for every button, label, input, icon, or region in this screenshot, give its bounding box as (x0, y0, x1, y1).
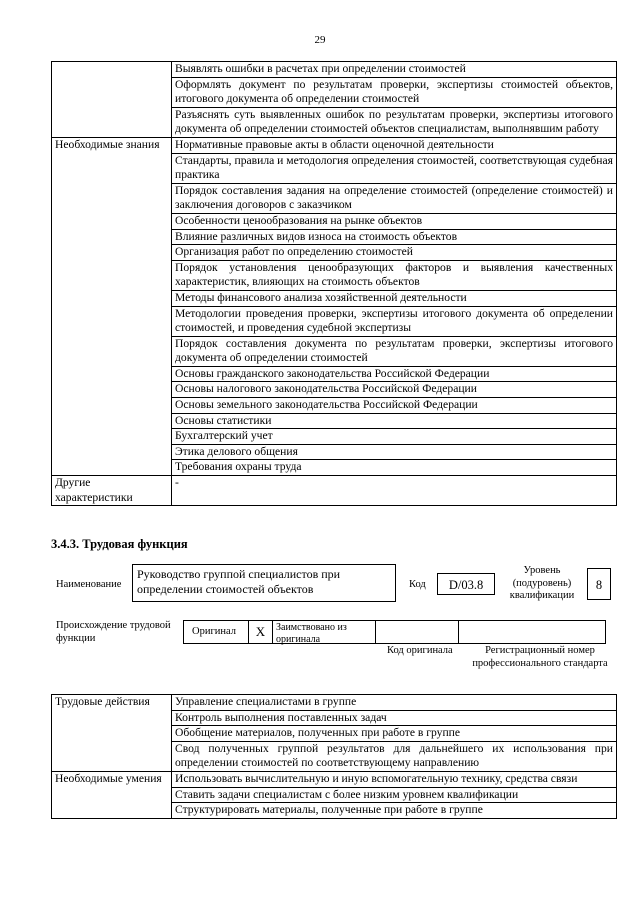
level-value-box: 8 (587, 568, 611, 600)
competency-table (51, 61, 617, 506)
reg-number-cell (458, 620, 606, 644)
row-item-text: Этика делового общения (172, 444, 617, 460)
code-original-caption: Код оригинала (387, 645, 453, 656)
row-item-text: Методы финансового анализа хозяйственной деятельности (172, 290, 617, 306)
level-label: Уровень (подуровень) квалификации (509, 565, 575, 601)
row-item-text: Контроль выполнения поставленных задач (172, 710, 617, 726)
table-row (52, 62, 617, 78)
row-item-text: Требования охраны труда (172, 460, 617, 476)
row-item-text: Нормативные правовые акты в области оценочной деятельности (172, 137, 617, 153)
row-item-text: Основы налогового законодательства Российской Федерации (172, 382, 617, 398)
table-row (52, 695, 617, 711)
row-item-text: Управление специалистами в группе (172, 695, 617, 711)
origin-label: Происхождение трудовой функции (56, 620, 171, 644)
row-item-text: Основы земельного законодательства Российской Федерации (172, 398, 617, 414)
row-label: Трудовые действия (52, 695, 172, 772)
page-number: 29 (314, 34, 326, 46)
row-item-text: - (172, 476, 617, 506)
row-item-text: Свод полученных группой результатов для дальнейшего их использования при определении стоимостей по соответствующему направлению (172, 741, 617, 771)
row-item-text: Бухгалтерский учет (172, 429, 617, 445)
original-mark-cell: X (248, 620, 273, 644)
labor-actions-table (51, 694, 617, 819)
row-item-text: Организация работ по определению стоимостей (172, 245, 617, 261)
code-label: Код (409, 579, 426, 590)
table-row (52, 771, 617, 787)
row-item-text: Особенности ценообразования на рынке объектов (172, 213, 617, 229)
function-name-box: Руководство группой специалистов при определении стоимостей объектов (132, 564, 396, 602)
original-cell: Оригинал (183, 620, 249, 644)
borrowed-cell: Заимствовано из оригинала (272, 620, 376, 644)
table-row (52, 137, 617, 153)
row-item-text: Разъяснять суть выявленных ошибок по результатам проверки, экспертизы итогового документа об определении стоимостей объектов специалистам, выполнявшим работу (172, 107, 617, 137)
row-label: Необходимые умения (52, 771, 172, 818)
origin-row (183, 620, 606, 644)
section-heading: 3.4.3. Трудовая функция (51, 537, 188, 551)
row-item-text: Оформлять документ по результатам проверки, экспертизы стоимостей объектов, итогового документа об определении стоимостей (172, 77, 617, 107)
table-row (52, 476, 617, 506)
row-item-text: Обобщение материалов, полученных при работе в группе (172, 726, 617, 742)
row-item-text: Выявлять ошибки в расчетах при определении стоимостей (172, 62, 617, 78)
row-item-text: Использовать вычислительную и иную вспомогательную технику, средства связи (172, 771, 617, 787)
row-item-text: Основы статистики (172, 413, 617, 429)
row-item-text: Порядок установления ценообразующих факторов и выявления качественных характеристик, влияющих на стоимость объектов (172, 260, 617, 290)
row-item-text: Ставить задачи специалистам с более низким уровнем квалификации (172, 787, 617, 803)
row-label: Другие характеристики (52, 476, 172, 506)
code-original-cell (375, 620, 459, 644)
row-item-text: Основы гражданского законодательства Российской Федерации (172, 366, 617, 382)
reg-number-caption: Регистрационный номер профессионального стандарта (472, 645, 608, 669)
row-item-text: Влияние различных видов износа на стоимость объектов (172, 229, 617, 245)
row-item-text: Методологии проведения проверки, экспертизы итогового документа об определении стоимостей, и проведения судебной экспертизы (172, 306, 617, 336)
function-code-box: D/03.8 (437, 573, 495, 595)
name-label: Наименование (56, 579, 122, 590)
row-label: Необходимые знания (52, 137, 172, 475)
row-item-text: Стандарты, правила и методология определения стоимостей, соответствующая судебная практика (172, 153, 617, 183)
row-item-text: Порядок составления документа по результатам проверки, экспертизы итогового документа об определении стоимостей (172, 336, 617, 366)
row-item-text: Порядок составления задания на определение стоимостей (определение стоимостей) и заключения договоров с заказчиком (172, 183, 617, 213)
row-label (52, 62, 172, 138)
row-item-text: Структурировать материалы, полученные при работе в группе (172, 803, 617, 819)
